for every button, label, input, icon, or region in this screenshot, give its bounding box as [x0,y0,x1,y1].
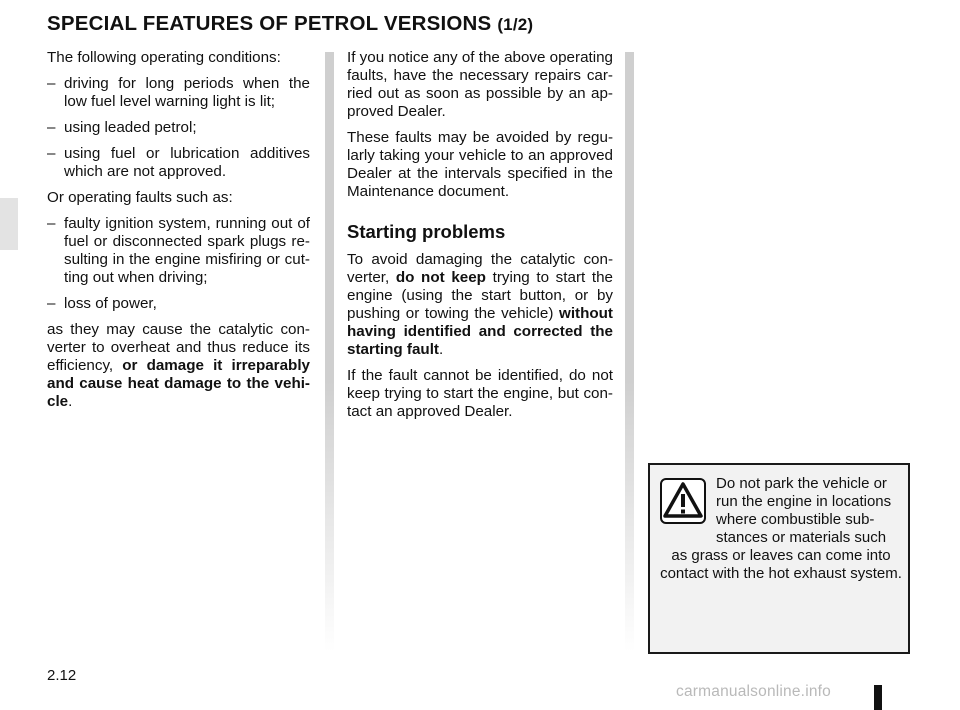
list-item: – loss of power, [47,295,157,312]
emphasis-do-not-keep: do not keep [395,269,486,286]
list-item: – using fuel or lubrication additives which are not approved. [47,145,310,180]
conditions-intro: The following operating conditions: [47,49,281,66]
consequence-paragraph: as they may cause the catalytic con-verter to overheat and thus reduce its efficiency, or damage it irreparably and cause heat damage to the vehi-cle. [47,321,310,410]
corner-mark [874,685,882,710]
condition-text: driving for long periods when the low fuel level warning light is lit; [64,75,310,110]
right-column [347,49,613,429]
list-item: – using leaded petrol; [47,119,197,136]
warning-text-bottom: as grass or leaves can come into contact with the hot exhaust system. [660,547,902,582]
faults-intro: Or operating faults such as: [47,189,233,206]
warning-triangle-icon [660,478,706,524]
condition-text: using fuel or lubrication additives which are not approved. [64,145,310,180]
list-item: – faulty ignition system, running out of fuel or disconnected spark plugs re-sulting in the engine misfiring or cut-ting out when driving; [47,215,310,286]
emphasis-without-fault: without having identified and corrected the starting fault [347,305,613,358]
page-number: 2.12 [47,667,77,684]
page-title-text: SPECIAL FEATURES OF PETROL VERSIONS [47,12,492,35]
repair-paragraph: If you notice any of the above operating faults, have the necessary repairs car-ried out as soon as possible by an ap-proved Dealer. [347,49,613,120]
warning-box [648,463,910,654]
section-heading: Starting problems [347,221,506,242]
list-item: – driving for long periods when the low fuel level warning light is lit; [47,75,310,110]
dealer-paragraph: If the fault cannot be identified, do not keep trying to start the engine, but con-tact an approved Dealer. [347,367,613,420]
left-column [47,49,310,419]
maintenance-paragraph: These faults may be avoided by regu-larly taking your vehicle to an approved Dealer at the intervals specified in the Maintenance document. [347,129,613,200]
column-divider [325,52,334,652]
fault-text: faulty ignition system, running out of fuel or disconnected spark plugs re-sulting in the engine misfiring or cut-ting out when driving; [64,215,310,286]
page-title [47,12,533,36]
warning-text-top: Do not park the vehicle or run the engine in locations where combustible sub- stances or materials such [716,475,892,546]
chapter-side-tab [0,198,18,250]
page-title-suffix: (1/2) [497,15,534,34]
fault-text: loss of power, [64,295,157,312]
watermark-text: carmanualsonline.info [676,683,831,700]
starting-problems-paragraph: To avoid damaging the catalytic con-verter, do not keep trying to start the engine (using the start button, or by pushing or towing the vehicle) without having identified and corrected the starting fault. [347,251,613,358]
column-divider [625,52,634,652]
condition-text: using leaded petrol; [64,119,197,136]
consequence-emphasis: or damage it irreparably and cause heat damage to the vehi-cle [47,357,310,410]
